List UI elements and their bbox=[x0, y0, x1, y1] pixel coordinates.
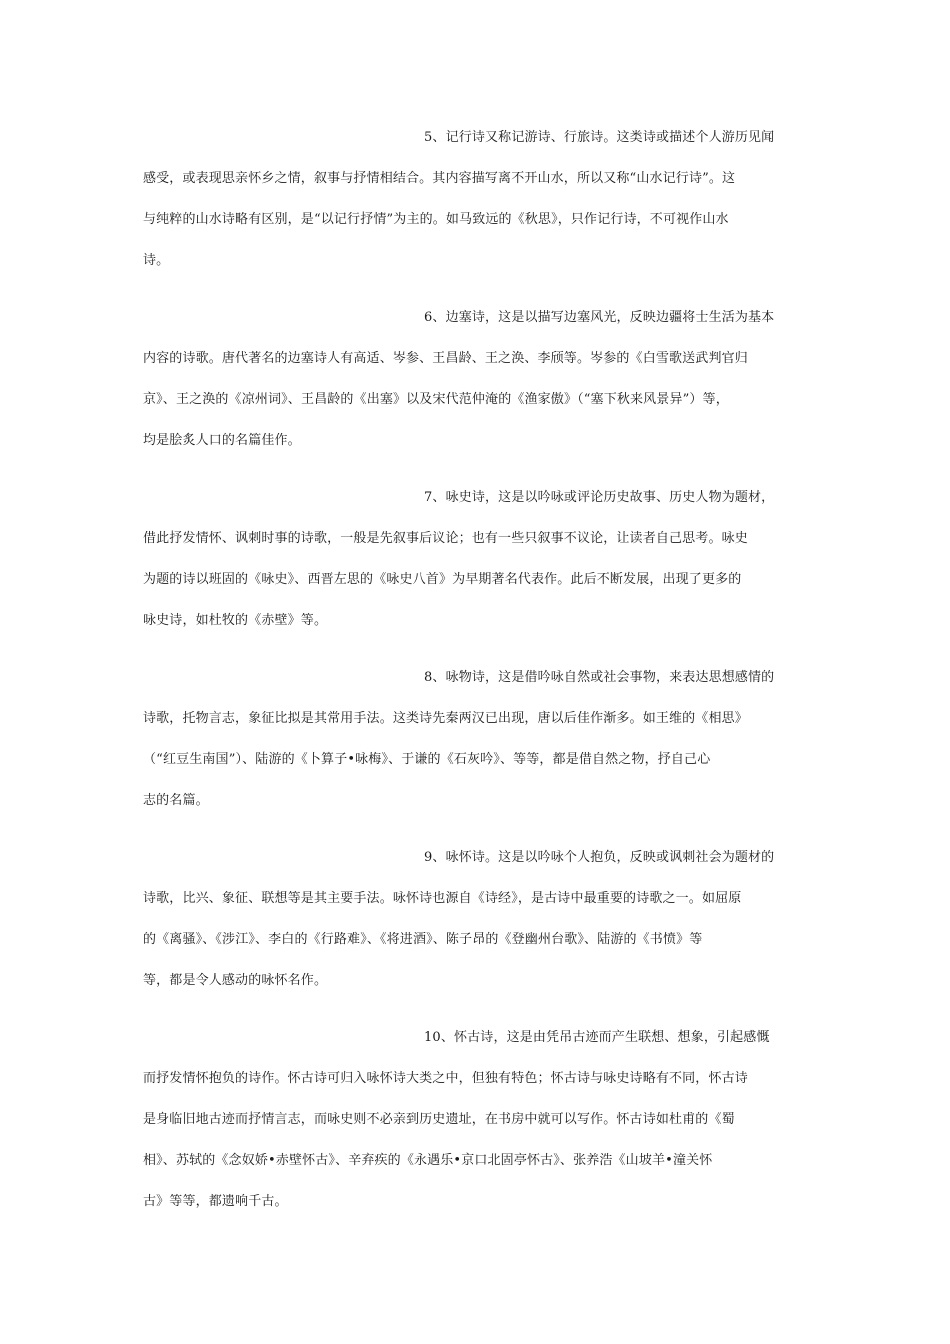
paragraph-line: 7、咏史诗，这是以吟咏或评论历史故事、历史人物为题材， bbox=[424, 490, 775, 505]
paragraph-line: 8、咏物诗，这是借吟咏自然或社会事物，来表达思想感情的 bbox=[424, 670, 775, 685]
paragraph-line: 与纯粹的山水诗略有区别，是“以记行抒情”为主的。如马致远的《秋思》，只作记行诗，不可视作山水 bbox=[143, 212, 729, 227]
paragraph-line: （“红豆生南国”）、陆游的《卜算子•咏梅》、于谦的《石灰吟》、等等，都是借自然之物，抒自己心 bbox=[143, 752, 711, 767]
paragraph-line: 内容的诗歌。唐代著名的边塞诗人有高适、岑参、王昌龄、王之涣、李颀等。岑参的《白雪歌送武判官归 bbox=[143, 351, 748, 366]
paragraph-line: 咏史诗，如杜牧的《赤壁》等。 bbox=[143, 613, 328, 628]
paragraph-10-nostalgia-poetry bbox=[143, 1017, 819, 1222]
paragraph-line: 是身临旧地古迹而抒情言志，而咏史则不必亲到历史遗址，在书房中就可以写作。怀古诗如杜甫的《蜀 bbox=[143, 1112, 735, 1127]
paragraph-5-travel-poetry bbox=[143, 117, 819, 281]
paragraph-line: 相》、苏轼的《念奴娇•赤壁怀古》、辛弃疾的《永遇乐•京口北固亭怀古》、张养浩《山坡羊•潼关怀 bbox=[143, 1153, 713, 1168]
paragraph-line: 为题的诗以班固的《咏史》、西晋左思的《咏史八首》为早期著名代表作。此后不断发展，出现了更多的 bbox=[143, 572, 742, 587]
paragraph-line: 9、咏怀诗。这是以吟咏个人抱负，反映或讽刺社会为题材的 bbox=[424, 850, 775, 865]
paragraph-line: 感受，或表现思亲怀乡之情，叙事与抒情相结合。其内容描写离不开山水，所以又称“山水记行诗”。这 bbox=[143, 171, 736, 186]
paragraph-line: 诗。 bbox=[143, 253, 170, 268]
paragraph-9-aspiration-poetry bbox=[143, 837, 819, 1001]
paragraph-line: 京》、王之涣的《凉州词》、王昌龄的《出塞》以及宋代范仲淹的《渔家傲》（“塞下秋来风景异”）等， bbox=[143, 392, 729, 407]
paragraph-line: 6、边塞诗，这是以描写边塞风光，反映边疆将士生活为基本 bbox=[424, 310, 775, 325]
paragraph-7-history-poetry bbox=[143, 477, 819, 641]
paragraph-line: 5、记行诗又称记游诗、行旅诗。这类诗或描述个人游历见闻 bbox=[424, 130, 775, 145]
paragraph-line: 而抒发情怀抱负的诗作。怀古诗可归入咏怀诗大类之中，但独有特色；怀古诗与咏史诗略有不同，怀古诗 bbox=[143, 1071, 748, 1086]
paragraph-line: 志的名篇。 bbox=[143, 793, 209, 808]
paragraph-line: 借此抒发情怀、讽刺时事的诗歌，一般是先叙事后议论；也有一些只叙事不议论，让读者自己思考。咏史 bbox=[143, 531, 748, 546]
paragraph-line: 诗歌，托物言志，象征比拟是其常用手法。这类诗先秦两汉已出现，唐以后佳作渐多。如王维的《相思》 bbox=[143, 711, 748, 726]
paragraph-line: 10、怀古诗，这是由凭吊古迹而产生联想、想象，引起感慨 bbox=[424, 1030, 770, 1045]
paragraph-line: 诗歌，比兴、象征、联想等是其主要手法。咏怀诗也源自《诗经》，是古诗中最重要的诗歌之一。如屈原 bbox=[143, 891, 742, 906]
paragraph-8-object-poetry bbox=[143, 657, 819, 821]
paragraph-line: 古》等等，都遗响千古。 bbox=[143, 1194, 288, 1209]
paragraph-line: 等，都是令人感动的咏怀名作。 bbox=[143, 973, 328, 988]
paragraph-6-frontier-poetry bbox=[143, 297, 819, 461]
paragraph-line: 均是脍炙人口的名篇佳作。 bbox=[143, 433, 301, 448]
paragraph-line: 的《离骚》、《涉江》、李白的《行路难》、《将进酒》、陈子昂的《登幽州台歌》、陆游的《书愤》等 bbox=[143, 932, 703, 947]
